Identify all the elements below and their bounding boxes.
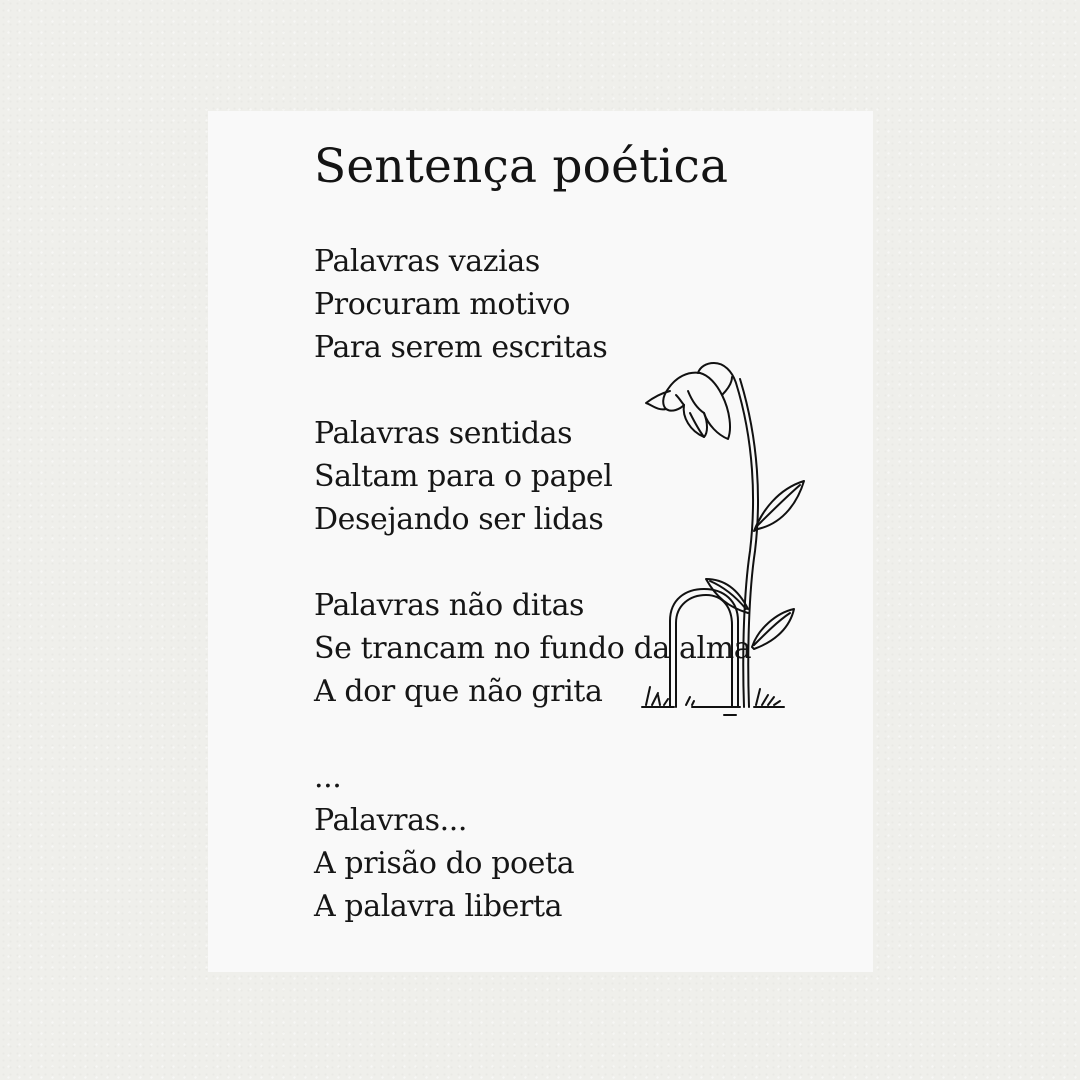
poem-line: Palavras vazias: [314, 244, 540, 279]
stanza-4: [314, 756, 751, 928]
poem-line: Se trancam no fundo da alma: [314, 631, 752, 666]
poem-line: Palavras não ditas: [314, 588, 585, 623]
poem-line: Saltam para o papel: [314, 459, 613, 494]
poem-line: A palavra liberta: [314, 889, 563, 924]
poem-line: A dor que não grita: [314, 674, 603, 709]
poem-line: A prisão do poeta: [314, 846, 575, 881]
poem-line: Palavras sentidas: [314, 416, 573, 451]
poem-title: Sentença poética: [314, 139, 729, 194]
stanza-1: [314, 240, 751, 369]
poem-line: Procuram motivo: [314, 287, 571, 322]
poem-card: [208, 111, 873, 972]
poem-line: Para serem escritas: [314, 330, 608, 365]
poem-line: ...: [314, 760, 342, 795]
poem-line: Desejando ser lidas: [314, 502, 604, 537]
wilted-flower-tombstone-icon: [628, 351, 808, 721]
poem-line: Palavras...: [314, 803, 467, 838]
